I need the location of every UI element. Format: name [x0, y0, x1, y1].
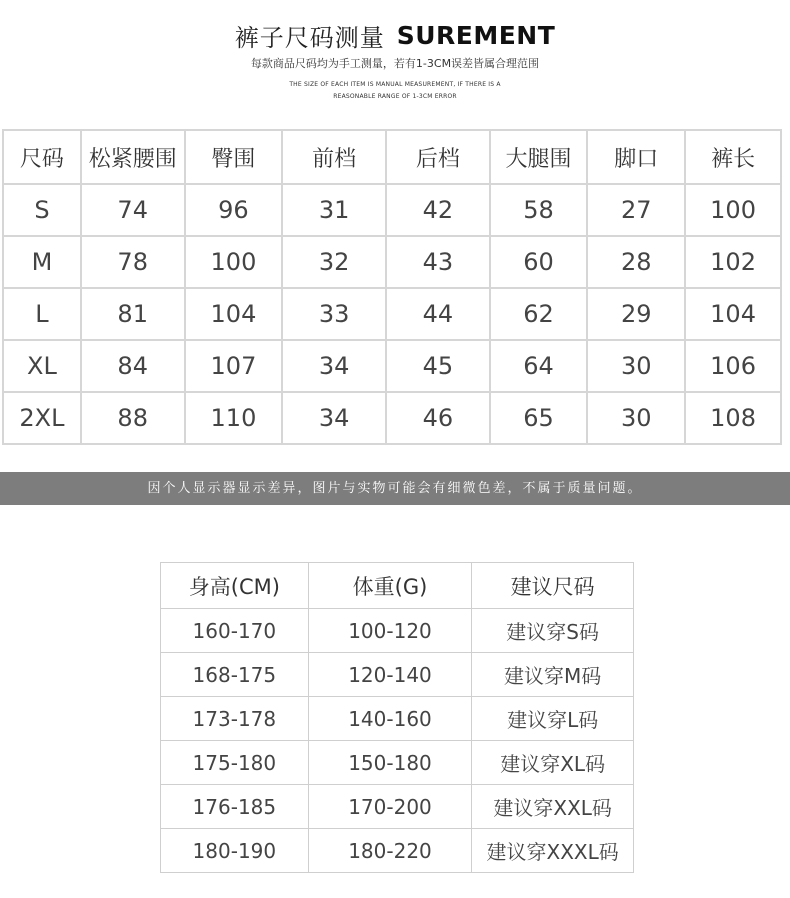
- title-chinese: 裤子尺码测量: [234, 24, 385, 52]
- subtitle: 每款商品尺码均为手工测量，若有1-3CM误差皆属合理范围: [250, 57, 540, 70]
- table-cell: 96: [185, 184, 283, 236]
- table-cell: 160-170: [161, 609, 309, 653]
- table-cell: 45: [386, 340, 490, 392]
- table-cell: 62: [490, 288, 588, 340]
- table-cell: 42: [386, 184, 490, 236]
- size-table-header-row: [3, 130, 781, 184]
- color-disclaimer-banner: 因个人显示器显示差异，图片与实物可能会有细微色差，不属于质量问题。: [0, 472, 790, 505]
- header-cell: 大腿围: [490, 130, 588, 184]
- table-cell: 102: [685, 236, 781, 288]
- table-row: [3, 184, 781, 236]
- table-row: [161, 653, 634, 697]
- table-row: [3, 288, 781, 340]
- table-cell: 168-175: [161, 653, 309, 697]
- table-cell: 140-160: [308, 697, 472, 741]
- table-cell: 60: [490, 236, 588, 288]
- table-cell: 建议穿S码: [472, 609, 634, 653]
- table-row: [3, 340, 781, 392]
- table-cell: S: [3, 184, 81, 236]
- table-cell: 175-180: [161, 741, 309, 785]
- table-cell: XL: [3, 340, 81, 392]
- table-cell: 29: [587, 288, 685, 340]
- header-cell: 臀围: [185, 130, 283, 184]
- header-cell: 脚口: [587, 130, 685, 184]
- table-cell: 78: [81, 236, 185, 288]
- table-cell: 31: [282, 184, 386, 236]
- table-cell: 170-200: [308, 785, 472, 829]
- table-cell: 108: [685, 392, 781, 444]
- table-cell: 建议穿M码: [472, 653, 634, 697]
- table-cell: 建议穿XL码: [472, 741, 634, 785]
- english-note-line1: THE SIZE OF EACH ITEM IS MANUAL MEASUREMENT, IF THERE IS A: [289, 81, 501, 88]
- table-cell: 44: [386, 288, 490, 340]
- table-cell: 34: [282, 392, 386, 444]
- size-chart-table: [2, 129, 782, 445]
- table-cell: 建议穿XXL码: [472, 785, 634, 829]
- header-cell: 后档: [386, 130, 490, 184]
- header-cell: 尺码: [3, 130, 81, 184]
- table-cell: 150-180: [308, 741, 472, 785]
- table-cell: 58: [490, 184, 588, 236]
- table-cell: 88: [81, 392, 185, 444]
- table-cell: M: [3, 236, 81, 288]
- table-cell: 100: [685, 184, 781, 236]
- header-cell: 前档: [282, 130, 386, 184]
- table-cell: 32: [282, 236, 386, 288]
- english-note-line2: REASONABLE RANGE OF 1-3CM ERROR: [333, 93, 457, 100]
- table-cell: 30: [587, 340, 685, 392]
- table-cell: 81: [81, 288, 185, 340]
- table-cell: 180-220: [308, 829, 472, 873]
- table-cell: 建议穿L码: [472, 697, 634, 741]
- table-cell: 46: [386, 392, 490, 444]
- table-row: [3, 236, 781, 288]
- table-row: [161, 829, 634, 873]
- table-cell: 2XL: [3, 392, 81, 444]
- table-cell: 173-178: [161, 697, 309, 741]
- table-cell: 100-120: [308, 609, 472, 653]
- table-cell: 27: [587, 184, 685, 236]
- table-cell: L: [3, 288, 81, 340]
- header-cell: 体重(G): [308, 563, 472, 609]
- page-title: [0, 18, 790, 53]
- header-cell: 松紧腰围: [81, 130, 185, 184]
- header-cell: 裤长: [685, 130, 781, 184]
- table-cell: 43: [386, 236, 490, 288]
- table-cell: 106: [685, 340, 781, 392]
- table-row: [161, 609, 634, 653]
- table-cell: 33: [282, 288, 386, 340]
- table-cell: 176-185: [161, 785, 309, 829]
- table-cell: 104: [185, 288, 283, 340]
- table-cell: 30: [587, 392, 685, 444]
- table-cell: 110: [185, 392, 283, 444]
- table-cell: 84: [81, 340, 185, 392]
- table-cell: 建议穿XXXL码: [472, 829, 634, 873]
- table-row: [161, 741, 634, 785]
- table-row: [3, 392, 781, 444]
- table-cell: 74: [81, 184, 185, 236]
- size-recommendation-table: [160, 562, 634, 873]
- table-cell: 107: [185, 340, 283, 392]
- recommend-table-header-row: [161, 563, 634, 609]
- table-cell: 100: [185, 236, 283, 288]
- table-row: [161, 697, 634, 741]
- header-cell: 建议尺码: [472, 563, 634, 609]
- table-cell: 180-190: [161, 829, 309, 873]
- table-cell: 64: [490, 340, 588, 392]
- header-cell: 身高(CM): [161, 563, 309, 609]
- table-cell: 28: [587, 236, 685, 288]
- table-cell: 65: [490, 392, 588, 444]
- title-english: SUREMENT: [396, 21, 556, 50]
- table-cell: 34: [282, 340, 386, 392]
- table-cell: 104: [685, 288, 781, 340]
- table-row: [161, 785, 634, 829]
- table-cell: 120-140: [308, 653, 472, 697]
